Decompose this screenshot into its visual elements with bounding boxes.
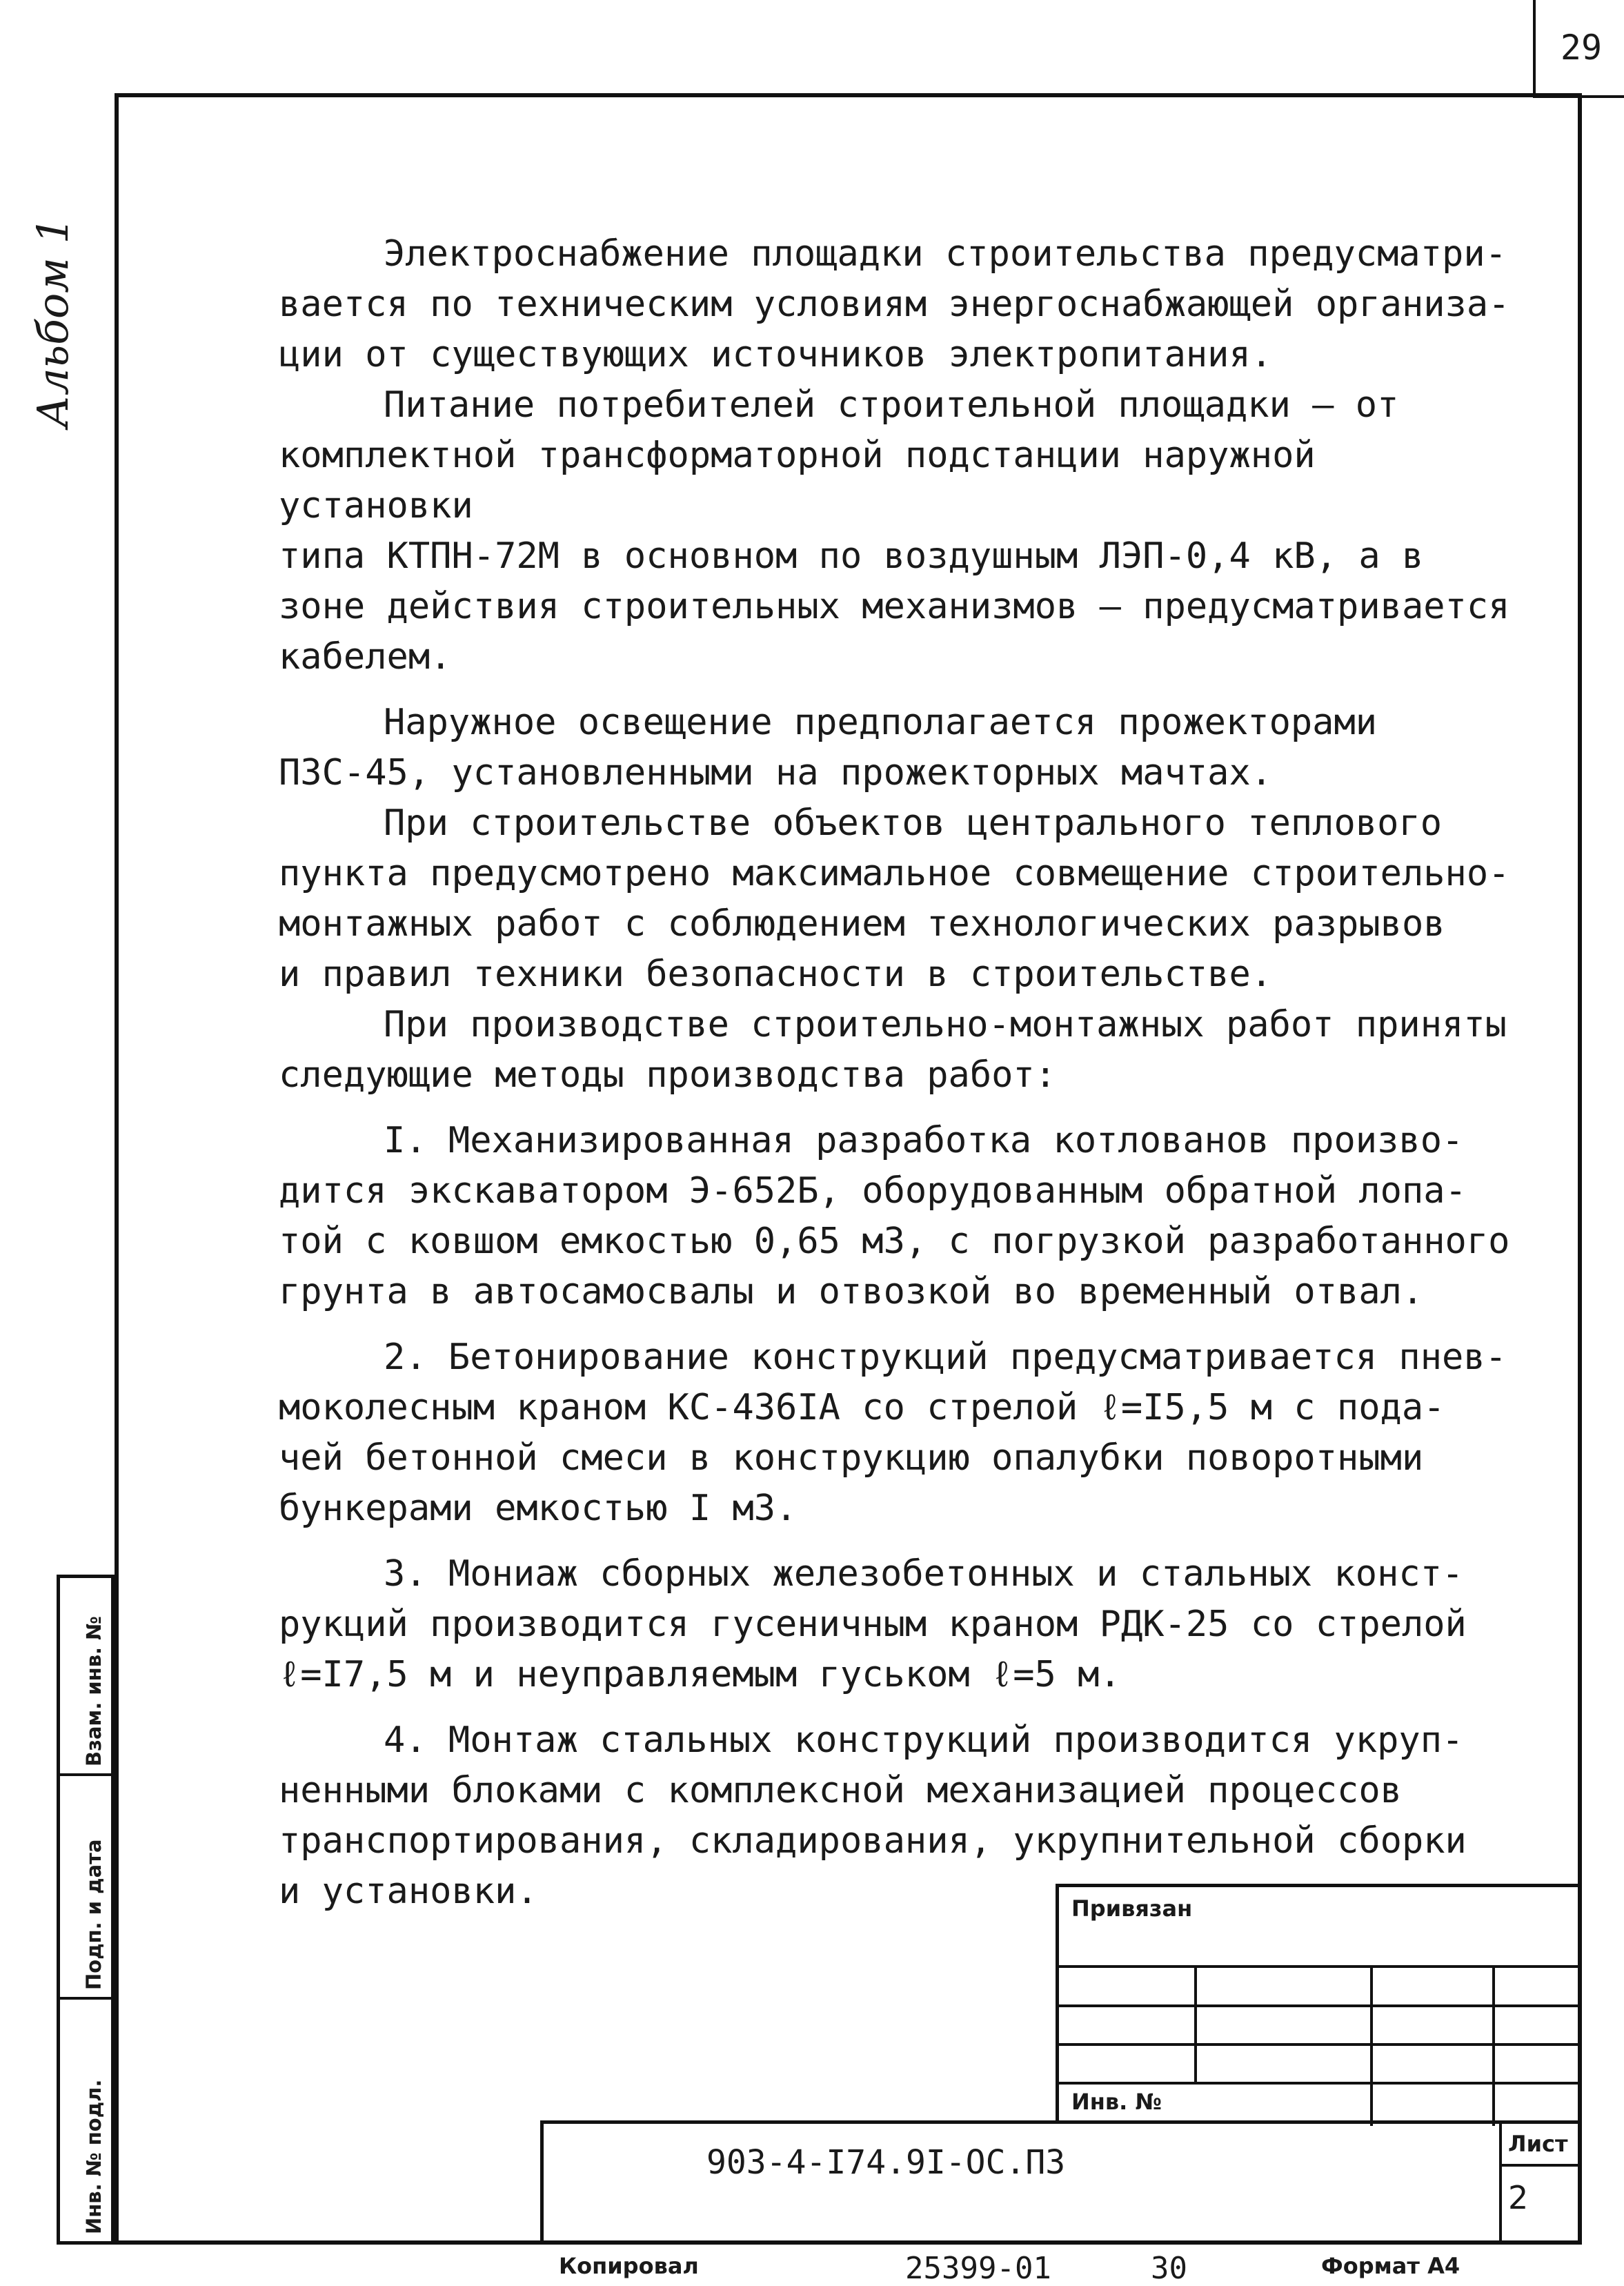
paragraph-method-3: 3. Мониаж сборных железобетонных и стальных конст- рукций производится гусеничным краном РДК-25 со стрелой ℓ=I7,5 м и неуправляемым гуськом ℓ=5 м. bbox=[279, 1553, 1467, 1695]
binding-stamp bbox=[1056, 1884, 1582, 2122]
privyazan-label: Привязан bbox=[1071, 1895, 1193, 1922]
page-number: 29 bbox=[1533, 0, 1624, 98]
kopiroval-label: Копировал bbox=[559, 2253, 699, 2279]
podp-data-label: Подп. и дата bbox=[82, 1839, 106, 1990]
side-stamp bbox=[57, 1575, 115, 2245]
format-label: Формат А4 bbox=[1321, 2253, 1460, 2279]
inv-podl-label: Инв. № подл. bbox=[82, 2079, 106, 2234]
sheet-label: Лист bbox=[1508, 2131, 1568, 2157]
copy-number: 30 bbox=[1151, 2251, 1187, 2286]
paragraph-method-4: 4. Монтаж стальных конструкций производится укруп- ненными блоками с комплексной механизацией процессов транспортирования, складирования, укрупнительной сборки и установки. bbox=[279, 1720, 1467, 1912]
paragraph-consumers: Питание потребителей строительной площадки – от комплектной трансформаторной подстанции наружной установки типа КТПН-72М в основном по воздушным ЛЭП-0,4 кВ, а в зоне действия строительных механизмов – предусматривается кабелем. bbox=[279, 384, 1510, 678]
paragraph-methods-intro: При производстве строительно-монтажных работ приняты следующие методы производства работ: bbox=[279, 1004, 1507, 1096]
sheet-number: 2 bbox=[1508, 2179, 1529, 2216]
podp-data-cell bbox=[60, 1776, 111, 2000]
paragraph-method-2: 2. Бетонирование конструкций предусматривается пнев- моколесным краном КС-436IA со стрелой ℓ=I5,5 м с пода- чей бетонной смеси в конструкцию опалубки поворотными бункерами емкостью I м3. bbox=[279, 1337, 1507, 1529]
document-body bbox=[279, 229, 1521, 1917]
vzam-inv-label: Взам. инв. № bbox=[82, 1615, 106, 1766]
paragraph-method-1: I. Механизированная разработка котлованов произво- дится экскаватором Э-652Б, оборудованным обратной лопа- той с ковшом емкостью 0,65 м3, с погрузкой разработанного грунта в автосамосвалы и отвозкой во временный отвал. bbox=[279, 1120, 1510, 1312]
paragraph-construction: При строительстве объектов центрального теплового пункта предусмотрено максимальное совмещение строительно- монтажных работ с соблюдением технологических разрывов и правил техники безопасности в строительстве. bbox=[279, 802, 1510, 995]
vzam-inv-cell bbox=[60, 1578, 111, 1776]
title-block bbox=[540, 2120, 1582, 2245]
paragraph-power-supply: Электроснабжение площадки строительства предусматри- вается по техническим условиям энергоснабжающей организа- ции от существующих источников электропитания. bbox=[279, 233, 1510, 375]
inv-podl-cell bbox=[60, 2000, 111, 2241]
album-label: Альбом 1 bbox=[28, 217, 78, 428]
order-number: 25399-01 bbox=[905, 2251, 1051, 2286]
document-code: 903-4-I74.9I-ОС.ПЗ bbox=[706, 2143, 1066, 2182]
inv-no-label: Инв. № bbox=[1071, 2089, 1162, 2115]
paragraph-lighting: Наружное освещение предполагается прожекторами ПЗС-45, установленными на прожекторных мачтах. bbox=[279, 702, 1378, 794]
